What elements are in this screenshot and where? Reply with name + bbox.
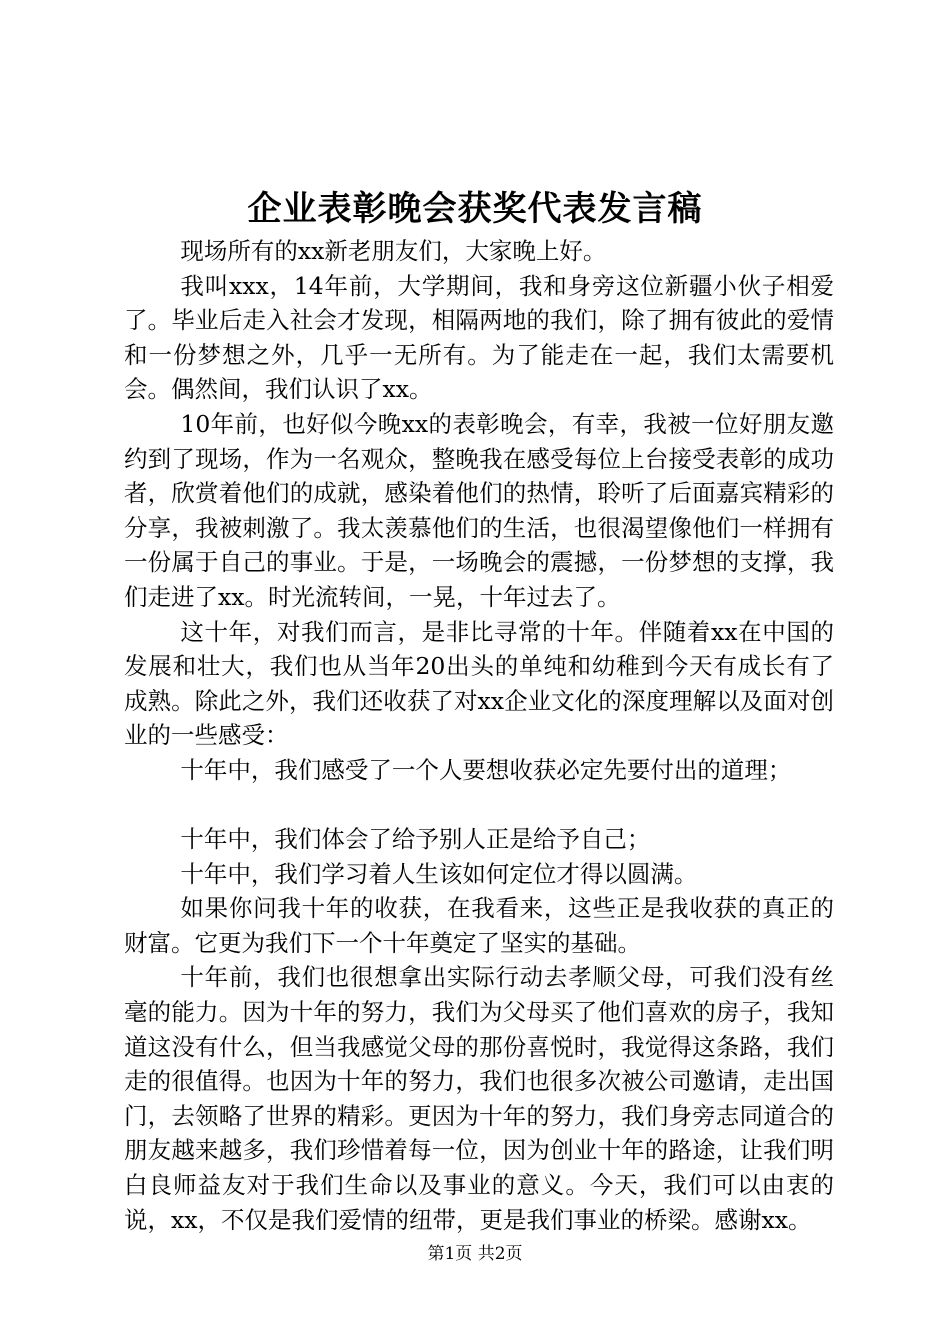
paragraph-feeling-3: 十年中，我们学习着人生该如何定位才得以圆满。 <box>180 859 698 888</box>
paragraph-feeling-1: 十年中，我们感受了一个人要想收获必定先要付出的道理； <box>180 755 792 784</box>
paragraph-this-decade: 这十年，对我们而言，是非比寻常的十年。伴随着xx在中国的发展和壮大，我们也从当年20出头的单纯和幼稚到今天有成长有了成熟。除此之外，我们还收获了对xx企业文化的深度理解以及面对创业的一些感受： <box>124 617 834 750</box>
paragraph-conclusion: 十年前，我们也很想拿出实际行动去孝顺父母，可我们没有丝毫的能力。因为十年的努力，我们为父母买了他们喜欢的房子，我知道这没有什么，但当我感觉父母的那份喜悦时，我觉得这条路，我们走的很值得。也因为十年的努力，我们也很多次被公司邀请，走出国门，去领略了世界的精彩。更因为十年的努力，我们身旁志同道合的朋友越来越多，我们珍惜着每一位，因为创业十年的路途，让我们明白良师益友对于我们生命以及事业的意义。今天，我们可以由衷的说，xx，不仅是我们爱情的纽带，更是我们事业的桥梁。感谢xx。 <box>124 963 834 1234</box>
paragraph-ten-years-ago: 10年前，也好似今晚xx的表彰晚会，有幸，我被一位好朋友邀约到了现场，作为一名观众，整晚我在感受每位上台接受表彰的成功者，欣赏着他们的成就，感染着他们的热情，聆听了后面嘉宾精彩的分享，我被刺激了。我太羡慕他们的生活，也很渴望像他们一样拥有一份属于自己的事业。于是，一场晚会的震撼，一份梦想的支撑，我们走进了xx。时光流转间，一晃，十年过去了。 <box>124 409 834 611</box>
paragraph-greeting: 现场所有的xx新老朋友们，大家晚上好。 <box>180 237 607 265</box>
paragraph-introduction: 我叫xxx，14年前，大学期间，我和身旁这位新疆小伙子相爱了。毕业后走入社会才发现，相隔两地的我们，除了拥有彼此的爱情和一份梦想之外，几乎一无所有。为了能走在一起，我们太需要机会。偶然间，我们认识了xx。 <box>124 271 834 404</box>
document-body <box>124 234 834 1237</box>
document-title: 企业表彰晚会获奖代表发言稿 <box>247 189 703 229</box>
page-footer: 第1页 共2页 <box>427 1244 523 1264</box>
paragraph-feeling-2: 十年中，我们体会了给予别人正是给予自己； <box>180 825 651 854</box>
paragraph-harvest: 如果你问我十年的收获，在我看来，这些正是我收获的真正的财富。它更为我们下一个十年奠定了坚实的基础。 <box>124 894 834 957</box>
